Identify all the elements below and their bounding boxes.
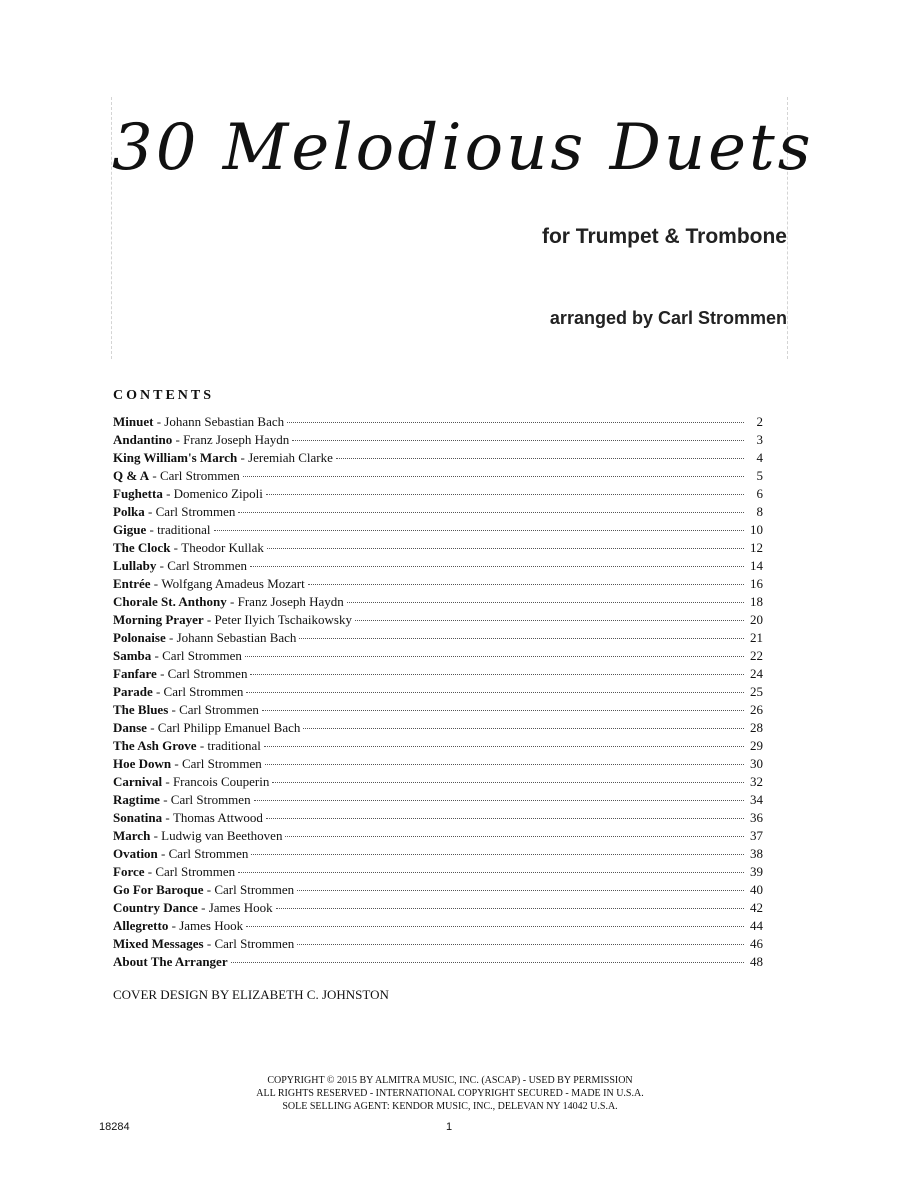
toc-entry — [113, 845, 763, 863]
dot-leader — [303, 728, 744, 729]
page-reference: 3 — [756, 432, 763, 447]
dot-leader — [214, 530, 745, 531]
piece-title: Samba — [113, 648, 152, 663]
dot-leader — [308, 584, 744, 585]
dot-leader — [231, 962, 744, 963]
catalog-number: 18284 — [99, 1121, 130, 1133]
piece-title: Country Dance — [113, 900, 198, 915]
piece-composer: - James Hook — [197, 900, 273, 915]
piece-composer: - Ludwig van Beethoven — [150, 828, 283, 843]
dot-leader — [264, 746, 744, 747]
dot-leader — [243, 476, 744, 477]
page-reference: 20 — [750, 612, 763, 627]
piece-title: The Blues — [113, 702, 169, 717]
toc-entry — [113, 521, 763, 539]
toc-entry — [113, 557, 763, 575]
page-reference: 34 — [750, 792, 763, 807]
dot-leader — [266, 494, 744, 495]
toc-entry — [113, 917, 763, 935]
piece-title: About The Arranger — [113, 954, 228, 969]
page-reference: 5 — [756, 468, 763, 483]
toc-entry — [113, 953, 763, 971]
toc-entry — [113, 719, 763, 737]
toc-entry — [113, 611, 763, 629]
toc-entry — [113, 881, 763, 899]
dot-leader — [347, 602, 744, 603]
piece-title: Hoe Down — [113, 756, 172, 771]
dot-leader — [355, 620, 744, 621]
cover-design-credit: COVER DESIGN BY ELIZABETH C. JOHNSTON — [113, 987, 389, 1002]
piece-composer: - Theodor Kullak — [170, 540, 264, 555]
piece-title: Andantino — [113, 432, 173, 447]
toc-entry — [113, 449, 763, 467]
dot-leader — [272, 782, 744, 783]
toc-entry — [113, 809, 763, 827]
toc-entry — [113, 665, 763, 683]
piece-composer: - Carl Strommen — [152, 684, 244, 699]
piece-composer: - Johann Sebastian Bach — [165, 630, 297, 645]
piece-title: Q & A — [113, 468, 150, 483]
piece-composer: - Carl Strommen — [168, 702, 259, 717]
piece-composer: - Carl Strommen — [157, 846, 249, 861]
page-reference: 32 — [750, 774, 763, 789]
piece-title: King William's March — [113, 450, 238, 465]
toc-entry — [113, 755, 763, 773]
toc-entry — [113, 575, 763, 593]
toc-entry — [113, 773, 763, 791]
dot-leader — [287, 422, 744, 423]
page-reference: 37 — [750, 828, 763, 843]
dot-leader — [250, 566, 744, 567]
page-reference: 21 — [750, 630, 763, 645]
page-reference: 2 — [756, 414, 763, 429]
piece-composer: - Wolfgang Amadeus Mozart — [150, 576, 305, 591]
dot-leader — [251, 854, 744, 855]
page-number: 1 — [446, 1121, 453, 1133]
piece-composer: - Carl Strommen — [149, 468, 240, 483]
dot-leader — [238, 512, 744, 513]
piece-title: Carnival — [113, 774, 163, 789]
piece-title: Ragtime — [113, 792, 160, 807]
toc-entry — [113, 737, 763, 755]
piece-composer: - Franz Joseph Haydn — [172, 432, 290, 447]
dot-leader — [292, 440, 744, 441]
piece-composer: - Carl Strommen — [156, 558, 247, 573]
page-reference: 38 — [750, 846, 763, 861]
piece-composer: - Johann Sebastian Bach — [153, 414, 285, 429]
page-reference: 46 — [750, 936, 763, 951]
dot-leader — [266, 818, 744, 819]
toc-entry — [113, 827, 763, 845]
dot-leader — [250, 674, 744, 675]
toc-entry — [113, 791, 763, 809]
toc-entry — [113, 629, 763, 647]
piece-title: March — [113, 828, 151, 843]
dot-leader — [246, 926, 744, 927]
dot-leader — [262, 710, 744, 711]
title-block — [111, 97, 814, 359]
piece-title: Force — [113, 864, 145, 879]
page-reference: 4 — [756, 450, 763, 465]
page-reference: 29 — [750, 738, 763, 753]
piece-title: Parade — [113, 684, 153, 699]
piece-composer: - Carl Strommen — [156, 666, 248, 681]
book-subtitle: for Trumpet & Trombone — [541, 225, 787, 248]
piece-title: Mixed Messages — [113, 936, 204, 951]
toc-entry — [113, 647, 763, 665]
toc-entry — [113, 485, 763, 503]
piece-title: Fanfare — [113, 666, 157, 681]
piece-composer: - Carl Strommen — [203, 936, 295, 951]
page-reference: 30 — [750, 756, 763, 771]
page-reference: 42 — [750, 900, 763, 915]
contents-heading: CONTENTS — [113, 388, 215, 403]
dot-leader — [238, 872, 744, 873]
toc-entry — [113, 683, 763, 701]
page-reference: 10 — [750, 522, 763, 537]
piece-title: Allegretto — [113, 918, 169, 933]
dot-leader — [297, 944, 744, 945]
piece-composer: - James Hook — [168, 918, 244, 933]
page-reference: 44 — [750, 918, 763, 933]
page-reference: 25 — [750, 684, 763, 699]
piece-title: Polonaise — [113, 630, 166, 645]
toc-entry — [113, 539, 763, 557]
piece-title: Lullaby — [113, 558, 157, 573]
toc-entry — [113, 593, 763, 611]
piece-composer: - Franz Joseph Haydn — [226, 594, 344, 609]
piece-composer: - Carl Philipp Emanuel Bach — [146, 720, 301, 735]
piece-title: Danse — [113, 720, 147, 735]
piece-composer: - Thomas Attwood — [162, 810, 263, 825]
copyright-line: ALL RIGHTS RESERVED - INTERNATIONAL COPYRIGHT SECURED - MADE IN U.S.A. — [256, 1088, 644, 1099]
book-title: 30 Melodious Duets — [112, 111, 814, 185]
piece-title: Sonatina — [113, 810, 163, 825]
toc-entry — [113, 701, 763, 719]
page-reference: 22 — [750, 648, 763, 663]
page-reference: 16 — [750, 576, 763, 591]
piece-title: The Clock — [113, 540, 171, 555]
piece-composer: - Carl Strommen — [151, 648, 242, 663]
piece-composer: - Carl Strommen — [203, 882, 295, 897]
page-reference: 8 — [756, 504, 763, 519]
piece-title: Morning Prayer — [113, 612, 204, 627]
dot-leader — [285, 836, 744, 837]
dot-leader — [267, 548, 744, 549]
page-reference: 24 — [750, 666, 763, 681]
dot-leader — [254, 800, 744, 801]
copyright-line: COPYRIGHT © 2015 BY ALMITRA MUSIC, INC. (ASCAP) - USED BY PERMISSION — [267, 1075, 633, 1086]
copyright-notice — [0, 1074, 900, 1113]
piece-composer: - Francois Couperin — [162, 774, 270, 789]
toc-entry — [113, 413, 763, 431]
toc-entry — [113, 431, 763, 449]
arranger-credit: arranged by Carl Strommen — [549, 308, 787, 328]
page-reference: 12 — [750, 540, 763, 555]
copyright-line: SOLE SELLING AGENT: KENDOR MUSIC, INC., DELEVAN NY 14042 U.S.A. — [282, 1101, 618, 1112]
piece-composer: - Peter Ilyich Tschaikowsky — [203, 612, 352, 627]
toc-entry — [113, 467, 763, 485]
piece-composer: - Carl Strommen — [144, 504, 236, 519]
page-reference: 18 — [750, 594, 763, 609]
table-of-contents — [113, 413, 763, 971]
piece-composer: - traditional — [196, 738, 261, 753]
dot-leader — [336, 458, 744, 459]
toc-entry — [113, 863, 763, 881]
piece-composer: - Carl Strommen — [159, 792, 251, 807]
dot-leader — [299, 638, 744, 639]
piece-title: Chorale St. Anthony — [113, 594, 227, 609]
page-reference: 48 — [750, 954, 763, 969]
piece-title: Minuet — [113, 414, 154, 429]
dot-leader — [265, 764, 744, 765]
dot-leader — [276, 908, 744, 909]
dot-leader — [297, 890, 744, 891]
piece-composer: - Carl Strommen — [144, 864, 236, 879]
toc-entry — [113, 935, 763, 953]
page-reference: 36 — [750, 810, 763, 825]
page-reference: 26 — [750, 702, 763, 717]
toc-entry — [113, 899, 763, 917]
page-reference: 40 — [750, 882, 763, 897]
dot-leader — [245, 656, 744, 657]
piece-title: Gigue — [113, 522, 147, 537]
piece-composer: - Jeremiah Clarke — [237, 450, 333, 465]
piece-composer: - traditional — [146, 522, 211, 537]
page-reference: 14 — [750, 558, 763, 573]
page-reference: 6 — [756, 486, 763, 501]
piece-title: The Ash Grove — [113, 738, 197, 753]
piece-title: Entrée — [113, 576, 151, 591]
dot-leader — [246, 692, 744, 693]
page-reference: 39 — [750, 864, 763, 879]
piece-composer: - Carl Strommen — [171, 756, 262, 771]
piece-title: Polka — [113, 504, 145, 519]
piece-title: Fughetta — [113, 486, 163, 501]
piece-composer: - Domenico Zipoli — [162, 486, 263, 501]
piece-title: Ovation — [113, 846, 158, 861]
piece-title: Go For Baroque — [113, 882, 204, 897]
page-reference: 28 — [750, 720, 763, 735]
toc-entry — [113, 503, 763, 521]
